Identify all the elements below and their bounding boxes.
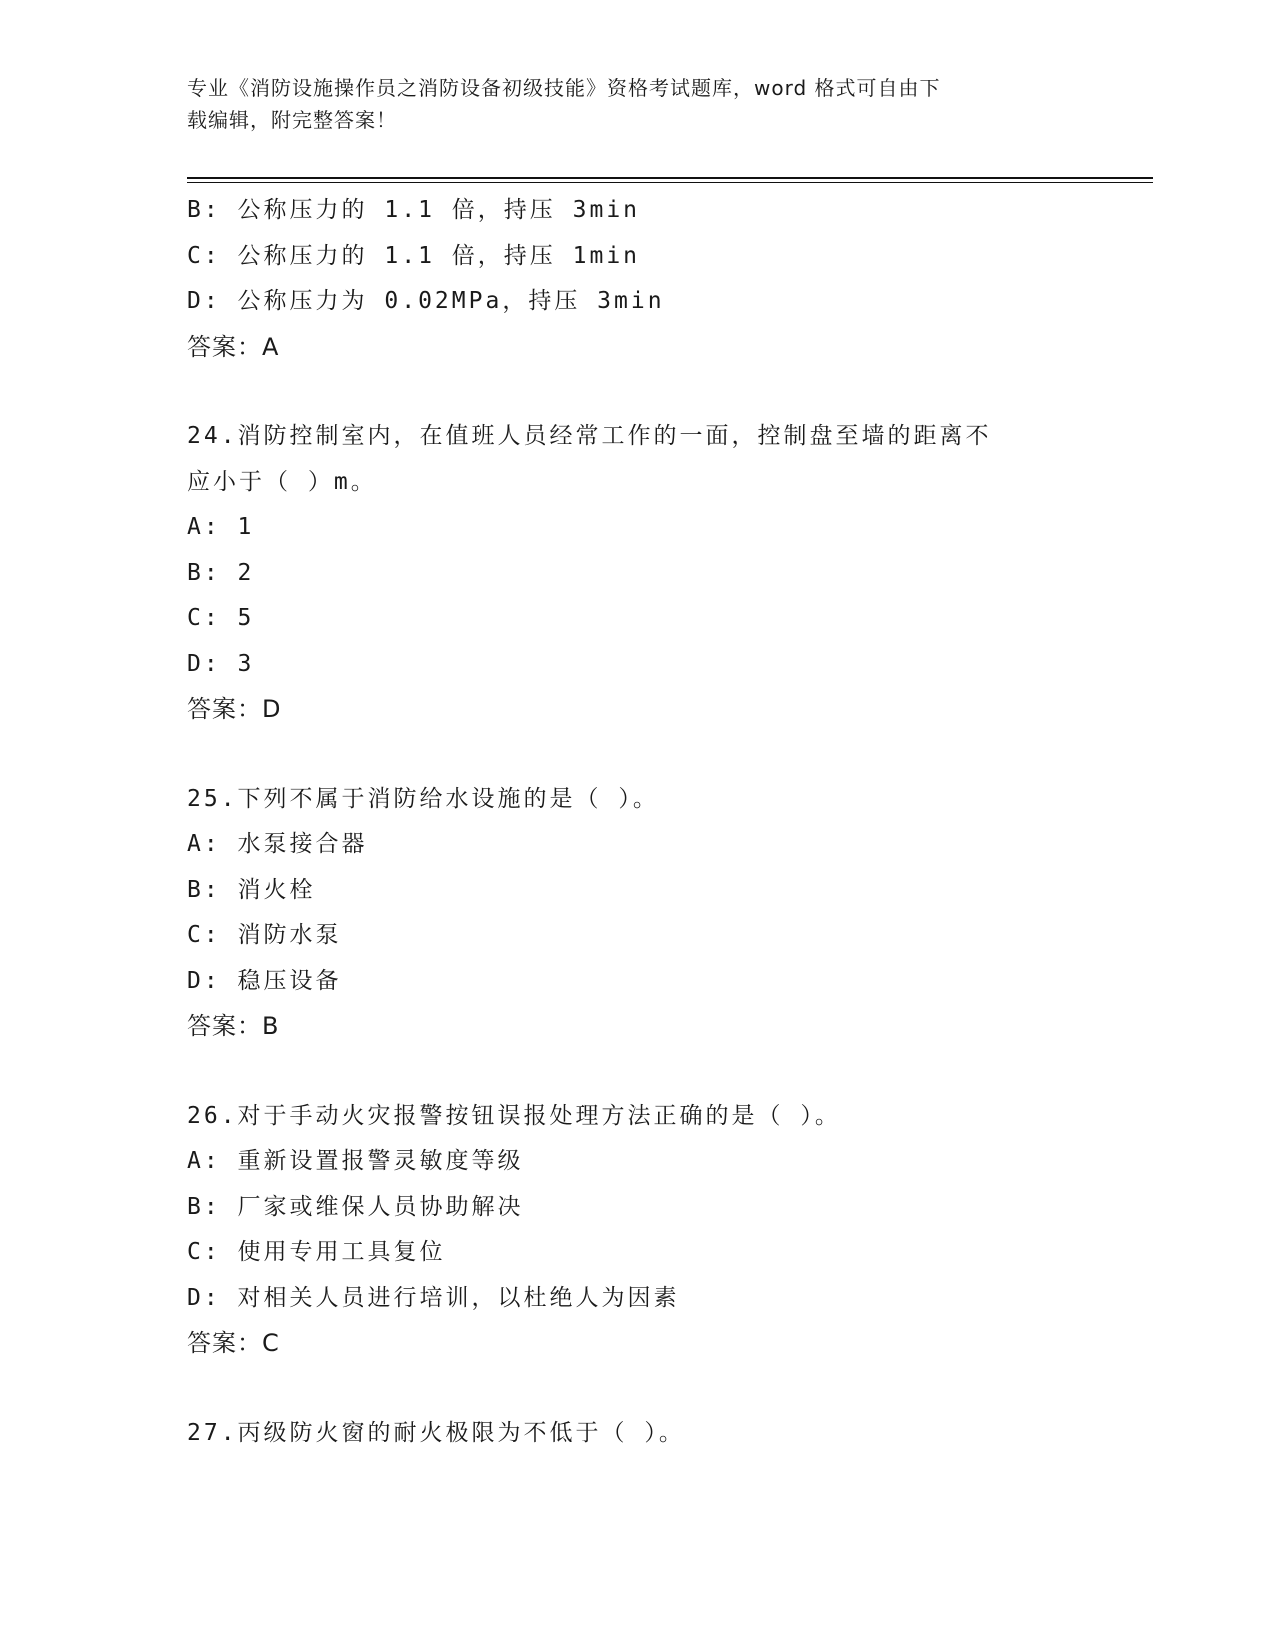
option-d: D: 对相关人员进行培训，以杜绝人为因素 [187,1284,680,1311]
option-c: C: 消防水泵 [187,922,342,948]
answer-line: 答案：B [187,1012,280,1040]
header-line-2: 载编辑，附完整答案！ [187,108,397,132]
question-list [187,188,1087,1456]
answer-line: 答案：C [187,1329,280,1357]
spacer [187,370,1087,414]
option-b: B: 厂家或维保人员协助解决 [187,1193,524,1220]
spacer [187,1367,1087,1411]
question-stem: 27.丙级防火窗的耐火极限为不低于（ ）。 [187,1419,685,1446]
option-a: A: 1 [187,514,255,540]
option-c: C: 公称压力的 1.1 倍，持压 1min [187,242,641,269]
header-divider-thin [187,182,1153,183]
question-stem: 26.对于手动火灾报警按钮误报处理方法正确的是（ ）。 [187,1102,841,1129]
option-d: D: 公称压力为 0.02MPa，持压 3min [187,288,665,314]
option-c: C: 5 [187,605,255,631]
question-stem-continued: 应小于（ ）m。 [187,468,377,495]
option-a: A: 重新设置报警灵敏度等级 [187,1148,524,1174]
question-27 [187,1411,1087,1457]
answer-line: 答案：D [187,695,282,723]
question-23-tail [187,188,1087,370]
question-25 [187,777,1087,1050]
option-a: A: 水泵接合器 [187,831,368,857]
document-header [187,72,1067,136]
question-24 [187,414,1087,733]
answer-line: 答案：A [187,332,280,361]
option-b: B: 消火栓 [187,876,316,903]
header-line-1: 专业《消防设施操作员之消防设备初级技能》资格考试题库，word 格式可自由下 [187,76,941,100]
question-stem: 25.下列不属于消防给水设施的是（ ）。 [187,785,659,812]
question-stem: 24.消防控制室内，在值班人员经常工作的一面，控制盘至墙的距离不 [187,423,992,449]
option-d: D: 3 [187,650,255,677]
option-b: B: 2 [187,559,255,586]
option-b: B: 公称压力的 1.1 倍，持压 3min [187,197,641,223]
option-c: C: 使用专用工具复位 [187,1239,446,1265]
option-d: D: 稳压设备 [187,967,342,994]
spacer [187,1050,1087,1094]
header-divider-thick [187,177,1153,179]
question-26 [187,1094,1087,1367]
spacer [187,733,1087,777]
